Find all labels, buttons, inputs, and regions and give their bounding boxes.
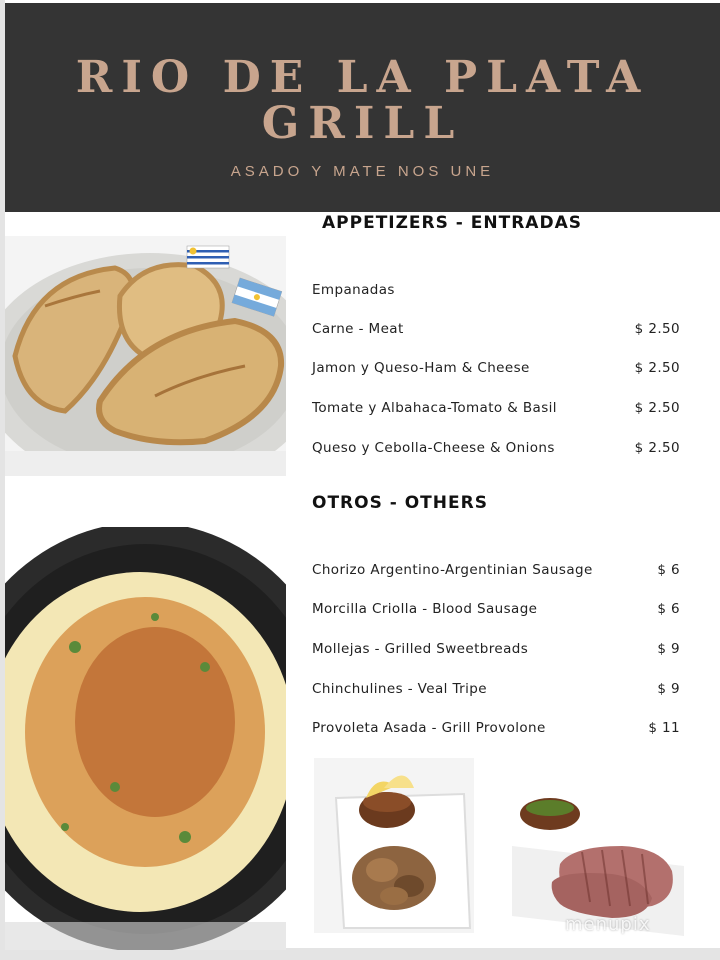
empanadas-subheading (312, 282, 680, 302)
menu-item (312, 400, 680, 420)
appetizers-section-title: APPETIZERS - ENTRADAS (322, 213, 582, 233)
item-price: $ 2.50 (634, 400, 680, 416)
item-name: Tomate y Albahaca-Tomato & Basil (312, 400, 557, 416)
empanadas-photo (5, 236, 286, 476)
item-name: Chorizo Argentino-Argentinian Sausage (312, 562, 593, 578)
menu-item (312, 440, 680, 460)
menu-header (5, 3, 720, 212)
menu-item (312, 601, 680, 621)
item-name: Provoleta Asada - Grill Provolone (312, 720, 546, 736)
item-name: Jamon y Queso-Ham & Cheese (312, 360, 530, 376)
item-price: $ 9 (657, 641, 680, 657)
otros-section-title: OTROS - OTHERS (312, 493, 488, 513)
tagline: ASADO Y MATE NOS UNE (230, 163, 495, 180)
item-name: Morcilla Criolla - Blood Sausage (312, 601, 538, 617)
item-name: Chinchulines - Veal Tripe (312, 681, 487, 697)
menu-item (312, 681, 680, 701)
provoleta-photo (5, 527, 286, 950)
item-price: $ 2.50 (634, 360, 680, 376)
item-price: $ 11 (648, 720, 680, 736)
item-price: $ 2.50 (634, 440, 680, 456)
item-price: $ 9 (657, 681, 680, 697)
mollejas-photo (314, 758, 474, 933)
item-price: $ 2.50 (634, 321, 680, 337)
item-name: Mollejas - Grilled Sweetbreads (312, 641, 529, 657)
item-price: $ 6 (657, 562, 680, 578)
item-price: $ 6 (657, 601, 680, 617)
item-name: Queso y Cebolla-Cheese & Onions (312, 440, 555, 456)
item-name: Carne - Meat (312, 321, 404, 337)
subheading-label: Empanadas (312, 282, 395, 298)
menu-item (312, 720, 680, 740)
restaurant-name-line1: RIO DE LA PLATA (75, 52, 650, 103)
menu-item (312, 641, 680, 661)
restaurant-name-line2: GRILL (261, 98, 464, 149)
menu-item (312, 360, 680, 380)
menu-item (312, 321, 680, 341)
menu-item (312, 562, 680, 582)
watermark-logo: menupix (565, 914, 651, 935)
